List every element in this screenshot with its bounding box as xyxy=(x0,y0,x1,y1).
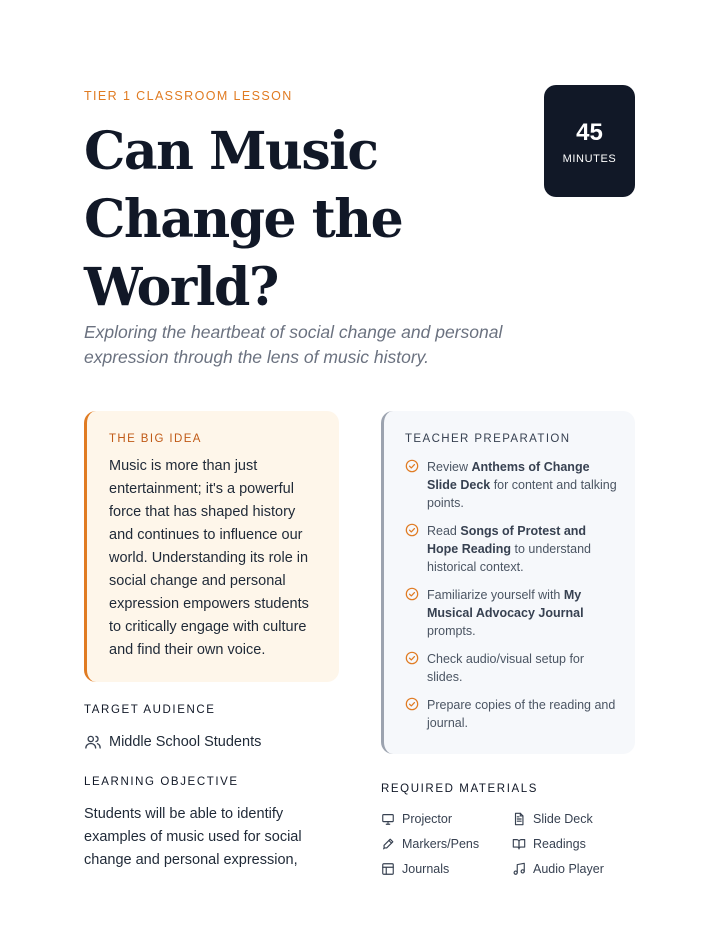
prep-item xyxy=(405,522,619,576)
material-item xyxy=(381,860,512,878)
material-item xyxy=(512,860,641,878)
prep-item xyxy=(405,696,619,732)
prep-item-text: Check audio/visual setup for slides. xyxy=(427,652,585,684)
lesson-eyebrow: TIER 1 CLASSROOM LESSON xyxy=(84,89,293,103)
check-circle-icon xyxy=(405,523,419,537)
material-item xyxy=(512,810,641,828)
prep-item-text: Prepare copies of the reading and journal. xyxy=(427,698,616,730)
page-subtitle: Exploring the heartbeat of social change and personal expression through the lens of music history. xyxy=(84,322,503,367)
pen-icon xyxy=(381,837,395,851)
file-text-icon xyxy=(512,812,526,826)
teacher-prep-card xyxy=(381,411,635,754)
prep-item xyxy=(405,458,619,512)
teacher-prep-label: TEACHER PREPARATION xyxy=(405,433,571,445)
required-materials-label: REQUIRED MATERIALS xyxy=(381,783,539,795)
check-circle-icon xyxy=(405,459,419,473)
material-item xyxy=(381,810,512,828)
material-item xyxy=(381,835,512,853)
check-circle-icon xyxy=(405,697,419,711)
music-icon xyxy=(512,862,526,876)
prep-item-resource: Songs of Protest and Hope Reading xyxy=(427,524,587,556)
big-idea-card xyxy=(84,411,339,682)
prep-item-resource: Anthems of Change Slide Deck xyxy=(427,460,590,492)
prep-item xyxy=(405,650,619,686)
target-audience-value: Middle School Students xyxy=(109,734,262,750)
learning-objective-label: LEARNING OBJECTIVE xyxy=(84,776,239,788)
layout-icon xyxy=(381,862,395,876)
duration-value: 45 xyxy=(576,119,603,146)
material-item xyxy=(512,835,641,853)
material-label: Audio Player xyxy=(533,862,604,876)
book-open-icon xyxy=(512,837,526,851)
check-circle-icon xyxy=(405,651,419,665)
material-label: Markers/Pens xyxy=(402,837,480,851)
target-audience-label: TARGET AUDIENCE xyxy=(84,704,216,716)
check-circle-icon xyxy=(405,587,419,601)
teacher-prep-list xyxy=(405,458,619,732)
duration-badge xyxy=(544,85,635,197)
learning-objective-text: Students will be able to identify examples of music used for social change and personal expression, xyxy=(84,806,302,868)
monitor-icon xyxy=(381,812,395,826)
prep-item-text: Read Songs of Protest and Hope Reading to understand historical context. xyxy=(427,524,591,574)
material-label: Readings xyxy=(533,837,586,851)
page-title: Can Music Change the World? xyxy=(84,121,403,318)
target-audience xyxy=(84,733,261,751)
duration-unit: MINUTES xyxy=(562,153,617,165)
prep-item xyxy=(405,586,619,640)
material-label: Journals xyxy=(402,862,450,876)
big-idea-text: Music is more than just entertainment; it's a powerful force that has shaped history and continues to influence our world. Understanding its role in social change and personal expression empowers students to critically engage with culture and find their own voice. xyxy=(109,458,309,658)
prep-item-text: Familiarize yourself with My Musical Advocacy Journal prompts. xyxy=(427,588,584,638)
materials-grid xyxy=(381,810,641,878)
material-label: Slide Deck xyxy=(533,812,593,826)
users-icon xyxy=(84,733,102,751)
prep-item-resource: My Musical Advocacy Journal xyxy=(427,588,584,620)
prep-item-text: Review Anthems of Change Slide Deck for content and talking points. xyxy=(427,460,617,510)
big-idea-label: THE BIG IDEA xyxy=(109,433,202,445)
material-label: Projector xyxy=(402,812,453,826)
